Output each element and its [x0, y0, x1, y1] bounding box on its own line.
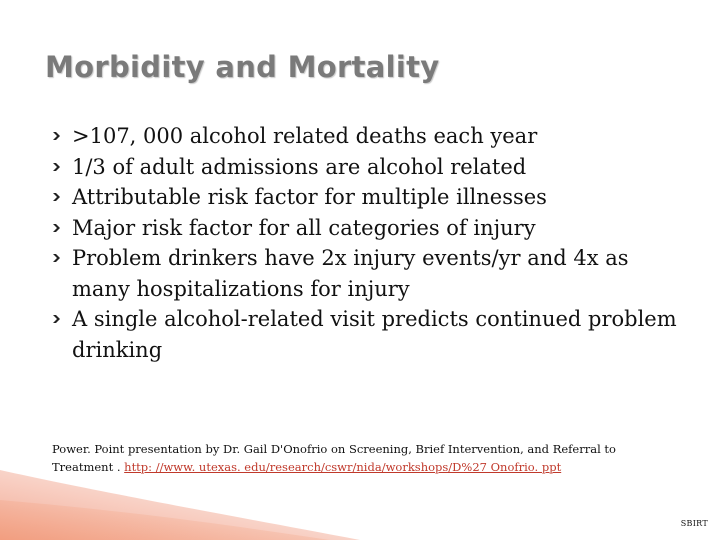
arrow-bullet-icon — [50, 152, 64, 183]
bullet-list — [50, 121, 690, 365]
arrow-bullet-icon — [50, 213, 64, 244]
bullet-item — [50, 213, 690, 244]
bullet-text: Major risk factor for all categories of injury — [72, 215, 536, 240]
bullet-text: Problem drinkers have 2x injury events/yr and 4x as many hospitalizations for injury — [72, 246, 629, 301]
citation — [52, 440, 652, 476]
bullet-text: >107, 000 alcohol related deaths each year — [72, 124, 538, 148]
arrow-bullet-icon — [50, 304, 64, 335]
bullet-item — [50, 243, 690, 304]
bullet-item — [50, 152, 690, 183]
slide-title: Morbidity and Mortality — [45, 50, 440, 84]
footer-tag: SBIRT — [680, 519, 708, 528]
arrow-bullet-icon — [50, 182, 64, 213]
arrow-bullet-icon — [50, 243, 64, 274]
bullet-text: 1/3 of adult admissions are alcohol related — [72, 154, 527, 179]
bullet-text: Attributable risk factor for multiple illnesses — [72, 185, 547, 209]
bullet-item — [50, 182, 690, 213]
bullet-item — [50, 304, 690, 365]
arrow-bullet-icon — [50, 121, 64, 152]
citation-link[interactable]: http: //www. utexas. edu/research/cswr/nida/workshops/D%27 Onofrio. ppt — [124, 460, 562, 474]
bullet-item — [50, 121, 690, 152]
bullet-text: A single alcohol-related visit predicts continued problem drinking — [72, 307, 677, 362]
citation-text: Power. Point presentation by Dr. Gail D'Onofrio on Screening, Brief Intervention, and Referral to Treatment . — [52, 442, 616, 474]
